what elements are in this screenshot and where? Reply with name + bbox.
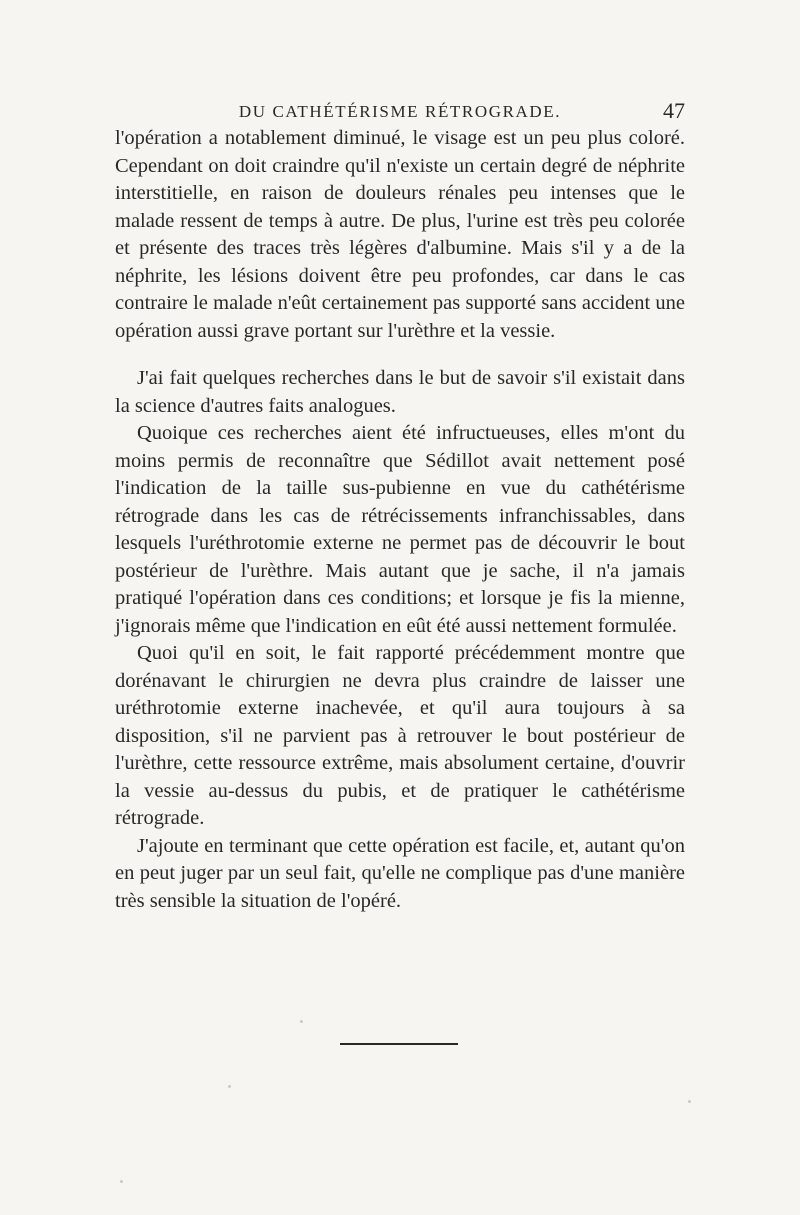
paragraph-closing: J'ajoute en terminant que cette opération est facile, et, autant qu'on en peut juger par un seul fait, qu'elle ne complique pas d'une manière très sensible la situation de l'opéré. bbox=[115, 834, 685, 912]
paragraph-sedillot: Quoique ces recherches aient été infructueuses, elles m'ont du moins permis de reconnaître que Sédillot avait nettement posé l'indication de la taille sus-pubienne en vue du cathétérisme rétrograde dans les cas de rétrécissements infranchissables, dans lesquels l'uréthrotomie externe ne permet pas de découvrir le bout postérieur de l'urèthre. Mais autant que je sache, il n'a jamais pratiqué l'opération dans ces conditions; et lorsque je fis la mienne, j'ignorais même que l'indication en eût été aussi nettement formulée. bbox=[115, 422, 685, 637]
paragraph-continuation: l'opération a notablement diminué, le visage est un peu plus coloré. Cependant on doit craindre qu'il n'existe un certain degré de néphrite interstitielle, en raison de douleurs rénales peu intenses que le malade ressent de temps à autre. De plus, l'urine est très peu colorée et présente des traces très légères d'albumine. Mais s'il y a de la néphrite, les lésions doivent être peu profondes, car dans le cas contraire le malade n'eût certainement pas supporté sans accident une opération aussi grave portant sur l'urèthre et la vessie. bbox=[115, 127, 685, 342]
end-rule bbox=[340, 1043, 458, 1045]
paper-speck bbox=[300, 1020, 303, 1023]
paragraph-research: J'ai fait quelques recherches dans le but de savoir s'il existait dans la science d'autres faits analogues. bbox=[115, 367, 685, 417]
running-title: DU CATHÉTÉRISME RÉTROGRADE. bbox=[238, 102, 562, 121]
paper-speck bbox=[120, 1180, 123, 1183]
body-text bbox=[115, 125, 685, 915]
paragraph-conclusion: Quoi qu'il en soit, le fait rapporté précédemment montre que dorénavant le chirurgien ne devra plus craindre de laisser une uréthrotomie externe inachevée, et qu'il aura toujours à sa disposition, s'il ne parvient pas à retrouver le bout postérieur de l'urèthre, cette ressource extrême, mais absolument certaine, d'ouvrir la vessie au-dessus du pubis, et de pratiquer le cathétérisme rétrograde. bbox=[115, 642, 685, 829]
running-head bbox=[115, 98, 685, 128]
page-number: 47 bbox=[663, 98, 685, 123]
paper-speck bbox=[228, 1085, 231, 1088]
paper-speck bbox=[688, 1100, 691, 1103]
